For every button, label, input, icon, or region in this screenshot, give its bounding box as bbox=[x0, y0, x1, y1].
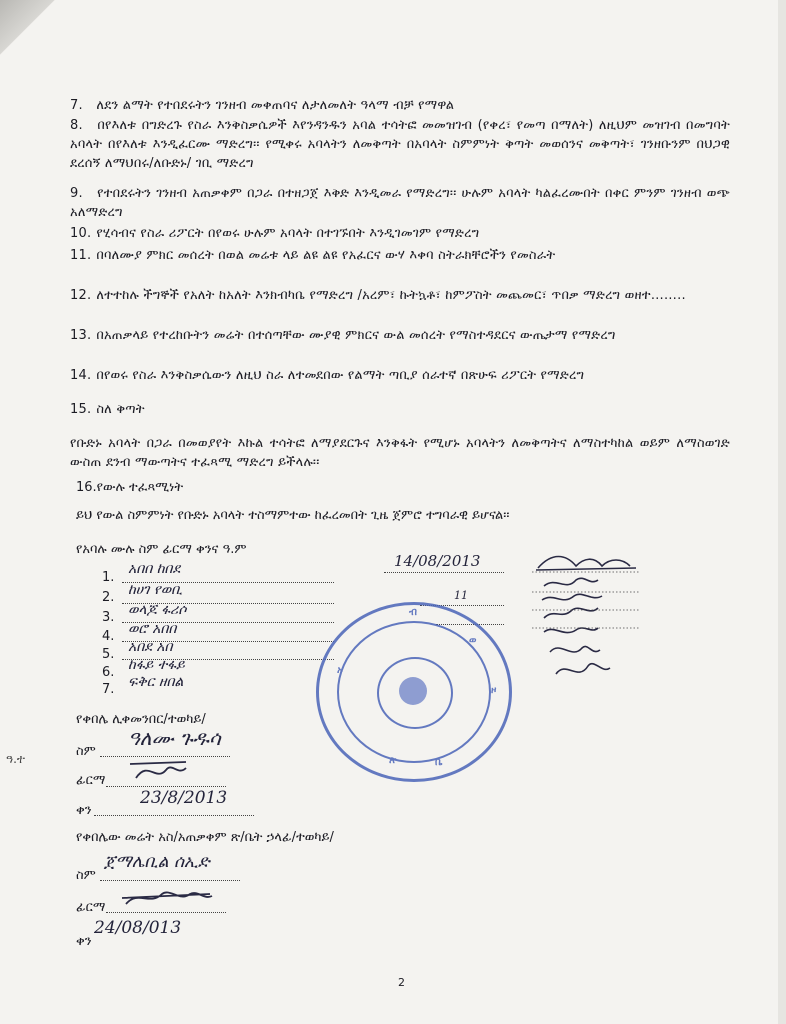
member-name: ከፋይ ተፋይ bbox=[128, 657, 185, 673]
stamp-emblem bbox=[399, 677, 427, 705]
member-name: ወላጆ ፋሪሶ bbox=[128, 602, 187, 618]
list-item-12: 12. ለተተከሉ ችግኞች የአለት ከአለት እንክብካቤ የማድረግ /አረም፣ ኩትኳቶ፣ ከምፖስት መጨመር፣ ጥበቃ ማድረግ ወዘተ…….. bbox=[70, 288, 686, 303]
stamp-letter: ዞ bbox=[491, 685, 497, 696]
member-number: 7. bbox=[102, 682, 115, 697]
office-heading: የቀበሌው መሬት አስ/አጠቃቀም ጽ/ቤት ኃላፊ/ተወካይ/ bbox=[76, 830, 334, 845]
dotted-line bbox=[106, 786, 226, 787]
list-item-9: 9. የተበደሩትን ገንዘብ አጠቃቀም በጋራ በተዘጋጀ እቅድ እንዲመራ የማድረግ፡፡ ሁሉም አባላት ካልፈረሙበት በቀር ምንም ገንዘብ ወጭ አለማድረግ bbox=[70, 186, 730, 220]
receiver-sign-label: ፊርማ bbox=[76, 773, 106, 788]
member-number: 1. bbox=[102, 570, 115, 585]
member-name: ከሀገ የወቢ bbox=[128, 582, 183, 598]
list-item-8: 8. በየእለቱ በግድረጉ የስራ እንቅስቃሴዎች እየንዳንዱን አባል ተሳትፎ መመዝገብ (የቀረ፣ የመጣ በማለት) ለዚህም መዝገብ በመግባት አባላት በየእለቱ እንዲፈርሙ ማድረግ፡፡ የሚቀሩ አባላትን ለመቅጣት በአባላት ስምምነት ቅጣት መወሰንና መቅጣት፣ ገንዘቡንም በህጋዊ ደረሰኝ ለማህበሩ/ለቡድኑ/ ገቢ ማድረግ bbox=[70, 118, 730, 171]
receiver-date-label: ቀን bbox=[76, 803, 92, 818]
stamp-letter: ወ bbox=[469, 635, 477, 646]
dotted-line bbox=[100, 880, 240, 881]
office-date: 24/08/013 bbox=[94, 918, 182, 938]
list-item-7: 7. ለደን ልማት የተበደሩትን ገንዘብ መቀጠባና ለታለመለት ዓላማ ብቻ የማዋል bbox=[70, 98, 455, 113]
page-number: 2 bbox=[398, 976, 405, 989]
date-ditto: 11 bbox=[454, 589, 468, 602]
page-edge bbox=[778, 0, 786, 1024]
section-16-heading: 16.የውሉ ተፈጻሚነት bbox=[76, 480, 184, 495]
receiver-heading: የቀበሌ ሊቀመንበር/ተወካይ/ bbox=[76, 712, 206, 727]
receiver-name-label: ስም bbox=[76, 744, 96, 759]
member-name: ፍቅር ዘበል bbox=[128, 674, 184, 690]
dotted-line bbox=[106, 912, 226, 913]
member-number: 4. bbox=[102, 629, 115, 644]
stamp-letter: ቤ bbox=[435, 757, 443, 768]
stamp-letter: ጽ bbox=[389, 755, 397, 766]
list-item-10: 10. የሂሳብና የስራ ሪፖርት በየወሩ ሁሉም አባላት በተገኙበት እንዲገመገም የማድረግ bbox=[70, 226, 480, 241]
member-number: 2. bbox=[102, 590, 115, 605]
member-number: 5. bbox=[102, 647, 115, 662]
dotted-line bbox=[384, 572, 504, 573]
member-number: 6. bbox=[102, 665, 115, 680]
receiver-date: 23/8/2013 bbox=[140, 788, 228, 808]
margin-note: ዓ.ተ bbox=[6, 752, 25, 766]
member-name: ወሮ አበበ bbox=[128, 621, 177, 637]
office-name: ጀማሌቢል ሰኢድ bbox=[104, 852, 210, 872]
member-number: 3. bbox=[102, 610, 115, 625]
office-sign-label: ፊርማ bbox=[76, 900, 106, 915]
dotted-line bbox=[94, 815, 254, 816]
member-signatures bbox=[532, 548, 642, 698]
member-name: አበደ አበ bbox=[128, 639, 173, 655]
section-16-text: ይህ የውል ስምምነት የቡድኑ አባላት ተስማምተው ከፈረመበት ጊዜ ጀምሮ ተግባራዊ ይሆናል፡፡ bbox=[76, 508, 510, 523]
folded-corner bbox=[0, 0, 60, 60]
office-signature bbox=[118, 884, 218, 910]
members-date: 14/08/2013 bbox=[394, 552, 481, 570]
list-item-14: 14. በየወሩ የስራ እንቅስቃሴውን ለዚህ ስራ ለተመደበው የልማት ጣቢያ ሰራተኛ በጽሁፍ ሪፖርት የማድረግ bbox=[70, 368, 585, 383]
office-name-label: ስም bbox=[76, 868, 96, 883]
office-date-label: ቀን bbox=[76, 934, 92, 949]
stamp-letter: ኦ bbox=[337, 665, 343, 676]
list-item-13: 13. በአጠቃላይ የተረከቡትን መሬት በተሰጣቸው ሙያዊ ምክርና ውል መሰረት የማስተዳደርና ውጤታማ የማድረግ bbox=[70, 328, 616, 343]
stamp-letter: ብ bbox=[409, 607, 417, 618]
receiver-name: ዓለሙ ጉዱሳ bbox=[128, 726, 221, 750]
penalty-paragraph: የቡድኑ አባላት በጋራ በመወያየት እኩል ተሳትፎ ለማያደርጉና እንቅፋት የሚሆኑ አባላትን ለመቅጣትና ለማስተካከል ወይም ለማስወገድ ውስጠ ደንብ ማውጣትና ተፈጻሚ ማድረግ ይችላሉ፡፡ bbox=[70, 436, 730, 470]
receiver-signature bbox=[126, 756, 196, 786]
member-name: አበበ ከበደ bbox=[128, 561, 181, 577]
list-item-11: 11. በባለሙያ ምክር መሰረት በወል መሬቱ ላይ ልዩ ልዩ የአፈርና ውሃ እቀባ ስትራክቸሮችን የመስራት bbox=[70, 248, 556, 263]
members-heading: የአባሉ ሙሉ ስም ፊርማ ቀንና ዓ.ም bbox=[76, 542, 247, 557]
list-item-15: 15. ስለ ቅጣት bbox=[70, 402, 145, 417]
official-stamp bbox=[316, 602, 512, 782]
